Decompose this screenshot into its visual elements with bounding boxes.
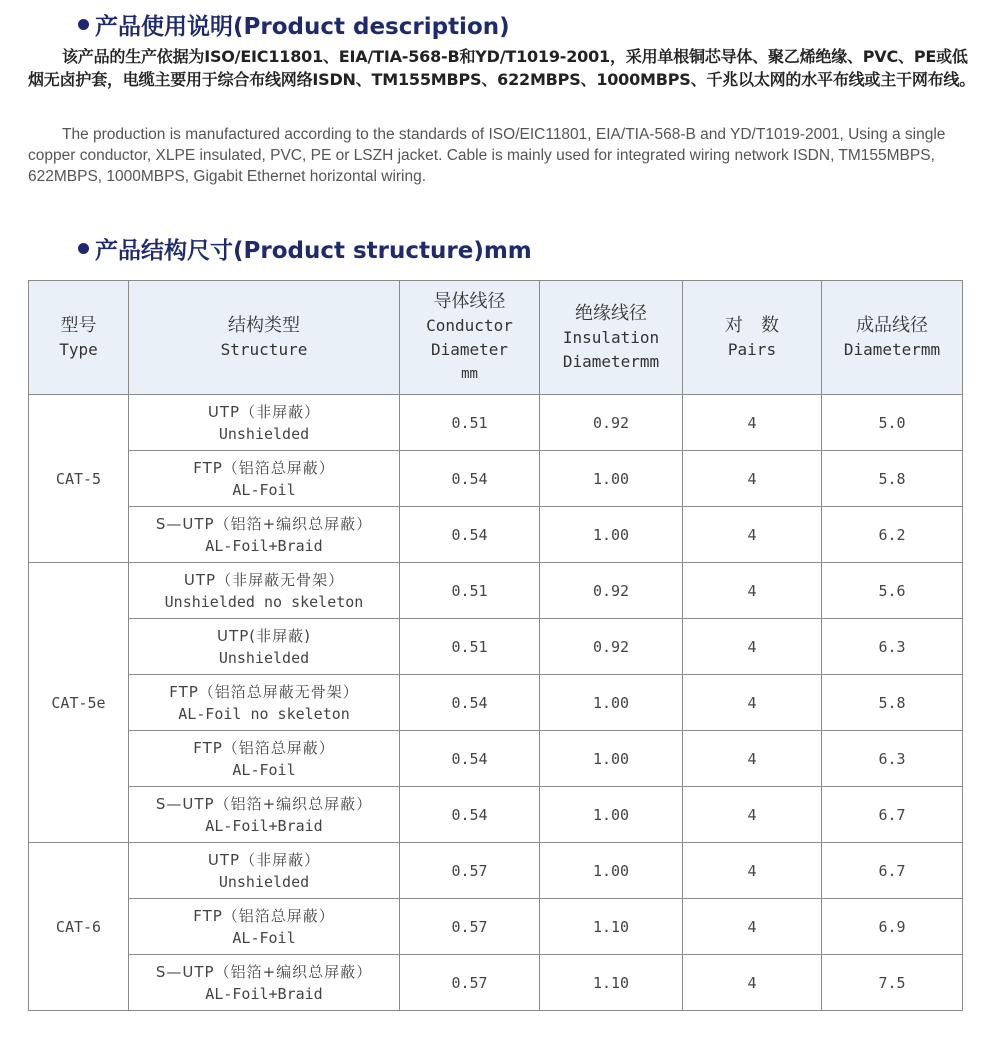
structure-en: AL-Foil xyxy=(232,760,296,779)
cell-structure xyxy=(129,675,400,731)
bullet-dot-icon xyxy=(78,243,89,254)
header-pairs: 对 数 Pairs xyxy=(683,281,822,395)
cell-structure xyxy=(129,451,400,507)
cell-structure xyxy=(129,843,400,899)
cell-pairs: 4 xyxy=(683,731,822,787)
structure-zh: UTP（非屏蔽） xyxy=(207,402,321,421)
cell-structure xyxy=(129,395,400,451)
section-title-text: 产品使用说明(Product description) xyxy=(95,14,510,40)
structure-zh: UTP（非屏蔽无骨架） xyxy=(183,570,345,589)
structure-zh: UTP(非屏蔽) xyxy=(217,626,311,645)
cell-insulation: 1.00 xyxy=(540,451,683,507)
table-row xyxy=(29,451,963,507)
cell-conductor: 0.54 xyxy=(400,787,540,843)
table-row xyxy=(29,899,963,955)
cell-pairs: 4 xyxy=(683,507,822,563)
cell-pairs: 4 xyxy=(683,899,822,955)
cell-pairs: 4 xyxy=(683,787,822,843)
table-row xyxy=(29,395,963,451)
structure-zh: S—UTP（铝箔+编织总屏蔽） xyxy=(155,794,373,813)
cell-pairs: 4 xyxy=(683,843,822,899)
structure-zh: UTP（非屏蔽） xyxy=(207,850,321,869)
cell-diameter: 5.8 xyxy=(822,451,963,507)
cell-diameter: 5.0 xyxy=(822,395,963,451)
cell-diameter: 6.3 xyxy=(822,731,963,787)
cell-pairs: 4 xyxy=(683,675,822,731)
cell-insulation: 0.92 xyxy=(540,619,683,675)
cell-conductor: 0.57 xyxy=(400,899,540,955)
cell-insulation: 1.10 xyxy=(540,899,683,955)
structure-en: AL-Foil xyxy=(232,928,296,947)
cell-insulation: 0.92 xyxy=(540,395,683,451)
cell-type: CAT-5e xyxy=(29,563,129,843)
structure-en: Unshielded xyxy=(218,872,310,891)
table-row xyxy=(29,731,963,787)
structure-en: AL-Foil+Braid xyxy=(205,984,323,1003)
cell-structure xyxy=(129,787,400,843)
structure-zh: FTP（铝箔总屏蔽） xyxy=(193,906,335,925)
structure-zh: FTP（铝箔总屏蔽） xyxy=(193,738,335,757)
cell-type: CAT-6 xyxy=(29,843,129,1011)
cell-structure xyxy=(129,731,400,787)
cell-insulation: 0.92 xyxy=(540,563,683,619)
structure-zh: FTP（铝箔总屏蔽） xyxy=(193,458,335,477)
cell-diameter: 6.2 xyxy=(822,507,963,563)
header-structure: 结构类型 Structure xyxy=(129,281,400,395)
description-chinese: 该产品的生产依据为ISO/EIC11801、EIA/TIA-568-B和YD/T1019-2001，采用单根铜芯导体、聚乙烯绝缘、PVC、PE或低烟无卤护套，电缆主要用于综合布线网络ISDN、TM155MBPS、622MBPS、1000MBPS、千兆以太网的水平布线或主干网布线。 xyxy=(28,47,976,89)
cell-structure xyxy=(129,899,400,955)
table-row xyxy=(29,955,963,1011)
structure-en: AL-Foil+Braid xyxy=(205,816,323,835)
structure-en: Unshielded no skeleton xyxy=(164,592,364,611)
cell-conductor: 0.54 xyxy=(400,731,540,787)
cell-conductor: 0.51 xyxy=(400,619,540,675)
structure-en: AL-Foil no skeleton xyxy=(178,704,350,723)
table-row xyxy=(29,843,963,899)
table-row xyxy=(29,507,963,563)
cell-pairs: 4 xyxy=(683,451,822,507)
header-conductor-diameter: 导体线径 Conductor Diameter mm xyxy=(400,281,540,395)
structure-zh: FTP（铝箔总屏蔽无骨架） xyxy=(169,682,359,701)
cell-insulation: 1.00 xyxy=(540,675,683,731)
cell-diameter: 5.6 xyxy=(822,563,963,619)
table-row xyxy=(29,619,963,675)
header-insulation-diameter: 绝缘线径 Insulation Diametermm xyxy=(540,281,683,395)
table-row xyxy=(29,675,963,731)
section-title-description xyxy=(78,8,510,41)
cell-insulation: 1.00 xyxy=(540,843,683,899)
structure-zh: S—UTP（铝箔+编织总屏蔽） xyxy=(155,514,373,533)
structure-en: AL-Foil+Braid xyxy=(205,536,323,555)
cell-diameter: 6.7 xyxy=(822,787,963,843)
structure-zh: S—UTP（铝箔+编织总屏蔽） xyxy=(155,962,373,981)
cell-structure xyxy=(129,507,400,563)
cell-insulation: 1.10 xyxy=(540,955,683,1011)
table-body xyxy=(29,395,963,1011)
cell-structure xyxy=(129,563,400,619)
cell-diameter: 6.3 xyxy=(822,619,963,675)
table-row xyxy=(29,563,963,619)
cell-insulation: 1.00 xyxy=(540,787,683,843)
cell-diameter: 7.5 xyxy=(822,955,963,1011)
cell-conductor: 0.54 xyxy=(400,507,540,563)
cell-structure xyxy=(129,955,400,1011)
section-title-structure xyxy=(78,232,532,265)
cell-conductor: 0.54 xyxy=(400,675,540,731)
bullet-dot-icon xyxy=(78,19,89,30)
cell-type: CAT-5 xyxy=(29,395,129,563)
cell-pairs: 4 xyxy=(683,619,822,675)
cell-insulation: 1.00 xyxy=(540,731,683,787)
cell-conductor: 0.51 xyxy=(400,395,540,451)
table-row xyxy=(29,787,963,843)
section-title-text: 产品结构尺寸(Product structure)mm xyxy=(95,238,532,264)
cell-pairs: 4 xyxy=(683,955,822,1011)
header-type: 型号 Type xyxy=(29,281,129,395)
cell-conductor: 0.57 xyxy=(400,955,540,1011)
table-header-row xyxy=(29,281,963,395)
description-english: The production is manufactured according to the standards of ISO/EIC11801, EIA/TIA-568-B and YD/T1019-2001, Using a single copper conductor, XLPE insulated, PVC, PE or LSZH jacket. Cable is mainly used for integrated wiring network ISDN, TM155MBPS, 622MBPS, 1000MBPS, Gigabit Ethernet horizontal wiring. xyxy=(28,126,946,185)
cell-conductor: 0.51 xyxy=(400,563,540,619)
cell-conductor: 0.57 xyxy=(400,843,540,899)
structure-en: Unshielded xyxy=(218,648,310,667)
header-finished-diameter: 成品线径 Diametermm xyxy=(822,281,963,395)
cell-pairs: 4 xyxy=(683,563,822,619)
cell-insulation: 1.00 xyxy=(540,507,683,563)
cell-diameter: 6.9 xyxy=(822,899,963,955)
cell-conductor: 0.54 xyxy=(400,451,540,507)
structure-en: Unshielded xyxy=(218,424,310,443)
cell-structure xyxy=(129,619,400,675)
cell-diameter: 5.8 xyxy=(822,675,963,731)
cell-pairs: 4 xyxy=(683,395,822,451)
structure-en: AL-Foil xyxy=(232,480,296,499)
product-structure-table xyxy=(28,280,963,1011)
cell-diameter: 6.7 xyxy=(822,843,963,899)
